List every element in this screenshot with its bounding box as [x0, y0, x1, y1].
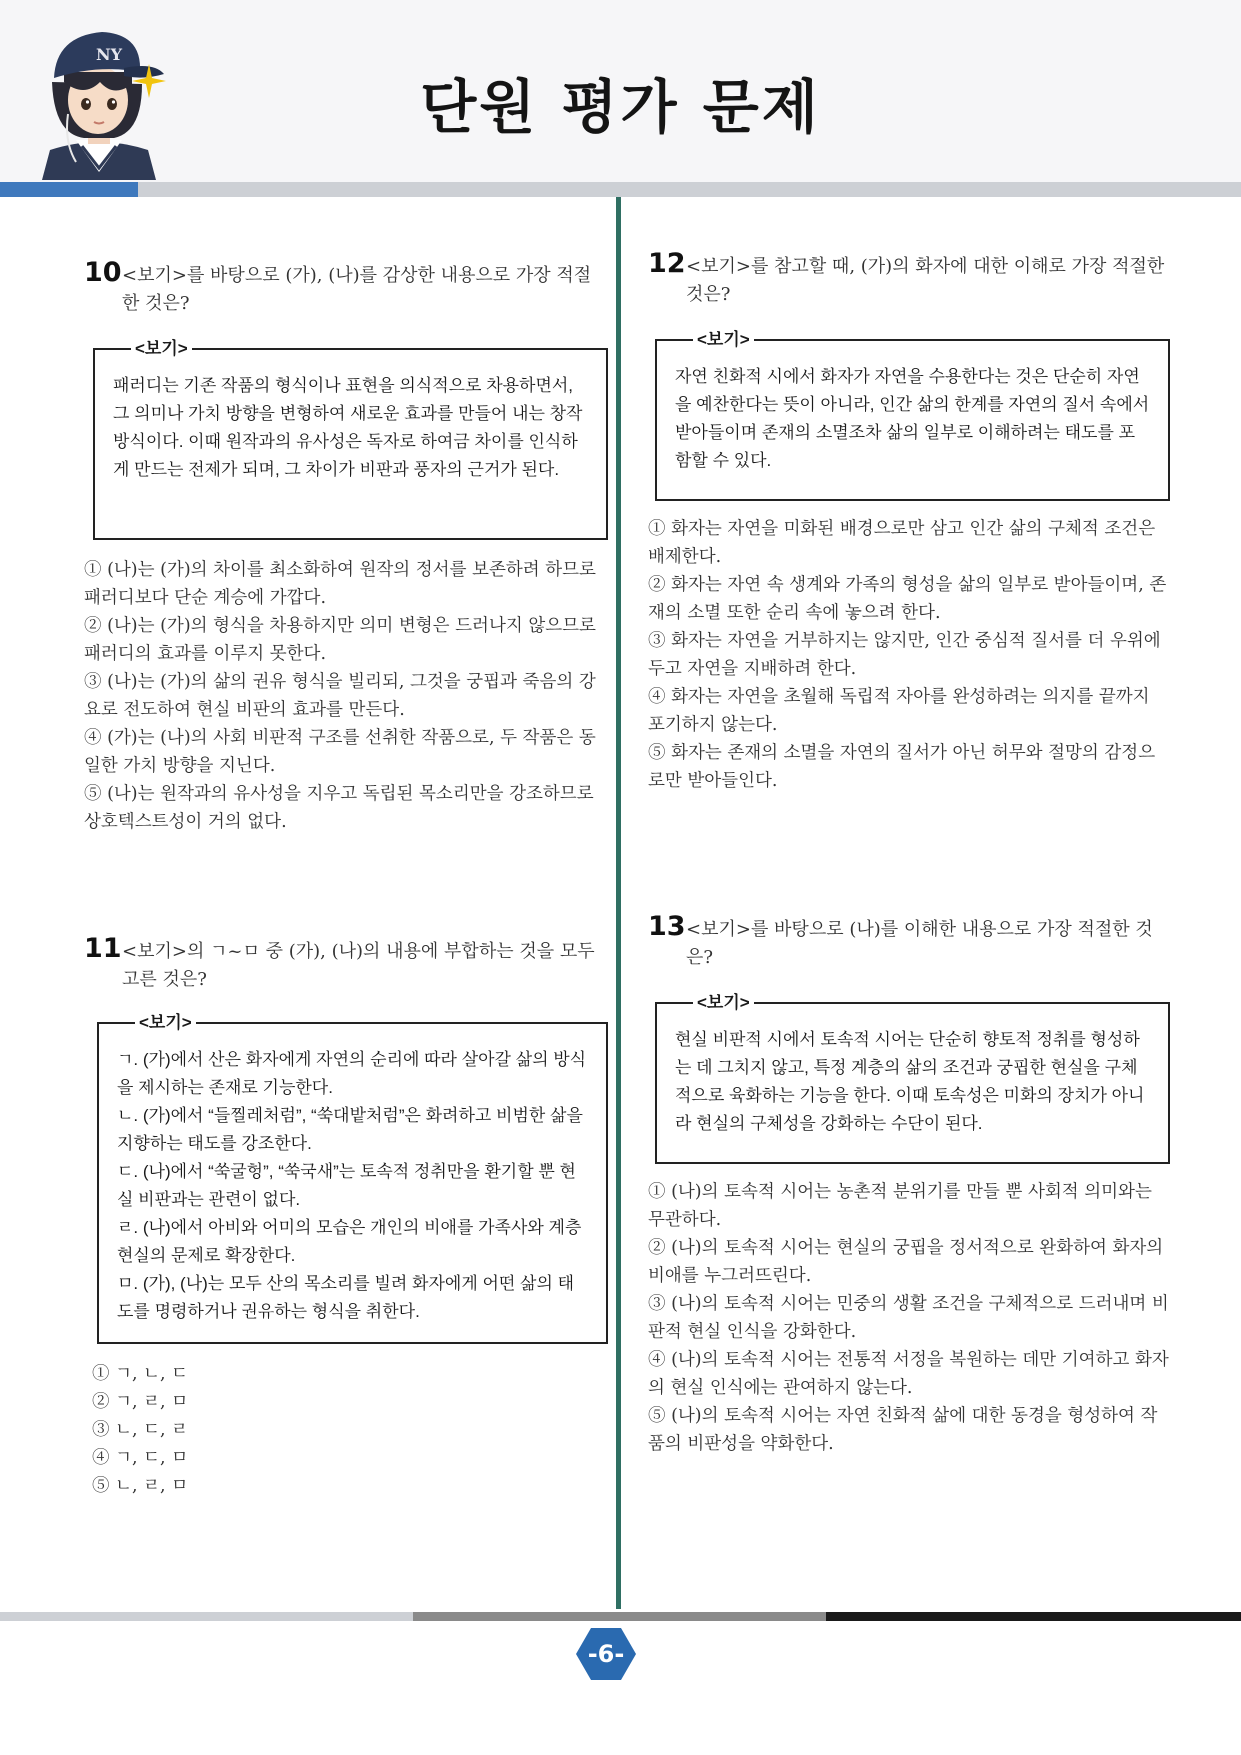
option-4[interactable]: ④ (나)의 토속적 시어는 전통적 서정을 복원하는 데만 기여하고 화자의 현실 인식에는 관여하지 않는다.: [648, 1350, 1169, 1398]
bogi-text: 자연 친화적 시에서 화자가 자연을 수용한다는 것은 단순히 자연을 예찬한다는 뜻이 아니라, 인간 삶의 한계를 자연의 질서 속에서 받아들이며 존재의 소멸조차 삶의 일부로 이해하려는 태도를 포함할 수 있다.: [675, 367, 1150, 470]
bogi-text: 현실 비판적 시에서 토속적 시어는 단순히 향토적 정취를 형성하는 데 그치지 않고, 특정 계층의 삶의 조건과 궁핍한 현실을 구체적으로 육화하는 기능을 한다. 이때 토속성은 미화의 장치가 아니라 현실의 구체성을 강화하는 수단이 된다.: [675, 1030, 1145, 1133]
question-stem: [648, 248, 1170, 309]
question-text: <보기>를 참고할 때, (가)의 화자에 대한 이해로 가장 적절한 것은?: [686, 256, 1165, 305]
bogi-label: <보기>: [135, 1010, 196, 1036]
option-3[interactable]: ③ (나)의 토속적 시어는 민중의 생활 조건을 구체적으로 드러내며 비판적 현실 인식을 강화한다.: [648, 1294, 1169, 1342]
option-3[interactable]: ③ 화자는 자연을 거부하지는 않지만, 인간 중심적 질서를 더 우위에 두고 자연을 지배하려 한다.: [648, 631, 1161, 679]
column-divider: [616, 197, 621, 1609]
bogi-item-2: ㄴ. (가)에서 “들찔레처럼”, “쑥대밭처럼”은 화려하고 비범한 삶을 지향하는 태도를 강조한다.: [117, 1106, 583, 1153]
footer-rule-mid: [413, 1612, 826, 1621]
option-2[interactable]: ② ㄱ, ㄹ, ㅁ: [92, 1392, 189, 1412]
option-3[interactable]: ③ ㄴ, ㄷ, ㄹ: [92, 1420, 189, 1440]
bogi-box: [93, 339, 608, 540]
option-1[interactable]: ① (나)는 (가)의 차이를 최소화하여 원작의 정서를 보존하려 하므로 패러디보다 단순 계승에 가깝다.: [84, 560, 596, 608]
question-10: [84, 257, 608, 836]
svg-text:NY: NY: [96, 45, 123, 64]
bogi-box: [655, 330, 1170, 501]
option-5[interactable]: ⑤ ㄴ, ㄹ, ㅁ: [92, 1476, 189, 1496]
option-4[interactable]: ④ 화자는 자연을 초월해 독립적 자아를 완성하려는 의지를 끝까지 포기하지 않는다.: [648, 687, 1150, 735]
answer-options: [84, 1360, 608, 1500]
answer-options: [84, 556, 608, 836]
option-3[interactable]: ③ (나)는 (가)의 삶의 권유 형식을 빌리되, 그것을 궁핍과 죽음의 강요로 전도하여 현실 비판의 효과를 만든다.: [84, 672, 596, 720]
bogi-box: [655, 993, 1170, 1164]
question-stem: [648, 911, 1170, 972]
bogi-item-4: ㄹ. (나)에서 아비와 어미의 모습은 개인의 비애를 가족사와 계층 현실의 문제로 확장한다.: [117, 1218, 582, 1265]
question-13: [648, 911, 1170, 1458]
header-rule-accent: [0, 182, 138, 197]
question-text: <보기>의 ㄱ~ㅁ 중 (가), (나)의 내용에 부합하는 것을 모두 고른 것은?: [122, 941, 595, 990]
option-1[interactable]: ① ㄱ, ㄴ, ㄷ: [92, 1364, 189, 1384]
bogi-label: <보기>: [693, 990, 754, 1016]
question-12: [648, 248, 1170, 795]
page-number: -6-: [587, 1640, 625, 1668]
bogi-item-1: ㄱ. (가)에서 산은 화자에게 자연의 순리에 따라 살아갈 삶의 방식을 제시하는 존재로 기능한다.: [117, 1050, 587, 1097]
bogi-item-3: ㄷ. (나)에서 “쑥굴헝”, “쑥국새”는 토속적 정취만을 환기할 뿐 현실 비판과는 관련이 없다.: [117, 1162, 576, 1209]
option-4[interactable]: ④ ㄱ, ㄷ, ㅁ: [92, 1448, 189, 1468]
option-1[interactable]: ① 화자는 자연을 미화된 배경으로만 삼고 인간 삶의 구체적 조건은 배제한다.: [648, 519, 1156, 567]
answer-options: [648, 515, 1170, 795]
option-5[interactable]: ⑤ (나)는 원작과의 유사성을 지우고 독립된 목소리만을 강조하므로 상호텍스트성이 거의 없다.: [84, 784, 594, 832]
option-2[interactable]: ② 화자는 자연 속 생계와 가족의 형성을 삶의 일부로 받아들이며, 존재의 소멸 또한 순리 속에 놓으려 한다.: [648, 575, 1167, 623]
option-2[interactable]: ② (나)의 토속적 시어는 현실의 궁핍을 정서적으로 완화하여 화자의 비애를 누그러뜨린다.: [648, 1238, 1164, 1286]
footer-rule-light: [0, 1612, 413, 1621]
question-number: 12: [648, 248, 686, 279]
question-11: [84, 933, 608, 1500]
answer-options: [648, 1178, 1170, 1458]
option-4[interactable]: ④ (가)는 (나)의 사회 비판적 구조를 선취한 작품으로, 두 작품은 동일한 가치 방향을 지닌다.: [84, 728, 596, 776]
option-5[interactable]: ⑤ (나)의 토속적 시어는 자연 친화적 삶에 대한 동경을 형성하여 작품의 비판성을 약화한다.: [648, 1406, 1158, 1454]
question-number: 13: [648, 911, 686, 942]
question-stem: [84, 257, 608, 318]
bogi-text: 패러디는 기존 작품의 형식이나 표현을 의식적으로 차용하면서, 그 의미나 가치 방향을 변형하여 새로운 효과를 만들어 내는 창작 방식이다. 이때 원작과의 유사성은 독자로 하여금 차이를 인식하게 만드는 전제가 되며, 그 차이가 비판과 풍자의 근거가 된다.: [113, 376, 583, 479]
bogi-label: <보기>: [693, 327, 754, 353]
option-2[interactable]: ② (나)는 (가)의 형식을 차용하지만 의미 변형은 드러나지 않으므로 패러디의 효과를 이루지 못한다.: [84, 616, 596, 664]
option-5[interactable]: ⑤ 화자는 존재의 소멸을 자연의 질서가 아닌 허무와 절망의 감정으로만 받아들인다.: [648, 743, 1156, 791]
question-text: <보기>를 바탕으로 (가), (나)를 감상한 내용으로 가장 적절한 것은?: [122, 265, 592, 314]
question-stem: [84, 933, 608, 994]
bogi-item-5: ㅁ. (가), (나)는 모두 산의 목소리를 빌려 화자에게 어떤 삶의 태도를 명령하거나 권유하는 형식을 취한다.: [117, 1274, 575, 1321]
page-title: 단원 평가 문제: [420, 73, 821, 141]
option-1[interactable]: ① (나)의 토속적 시어는 농촌적 분위기를 만들 뿐 사회적 의미와는 무관하다.: [648, 1182, 1152, 1230]
bogi-label: <보기>: [131, 336, 192, 362]
question-text: <보기>를 바탕으로 (나)를 이해한 내용으로 가장 적절한 것은?: [686, 919, 1153, 968]
footer-rule-dark: [826, 1612, 1241, 1621]
question-number: 11: [84, 933, 122, 964]
bogi-box: [97, 1013, 608, 1344]
header-rule: [0, 182, 1241, 197]
question-number: 10: [84, 257, 122, 288]
